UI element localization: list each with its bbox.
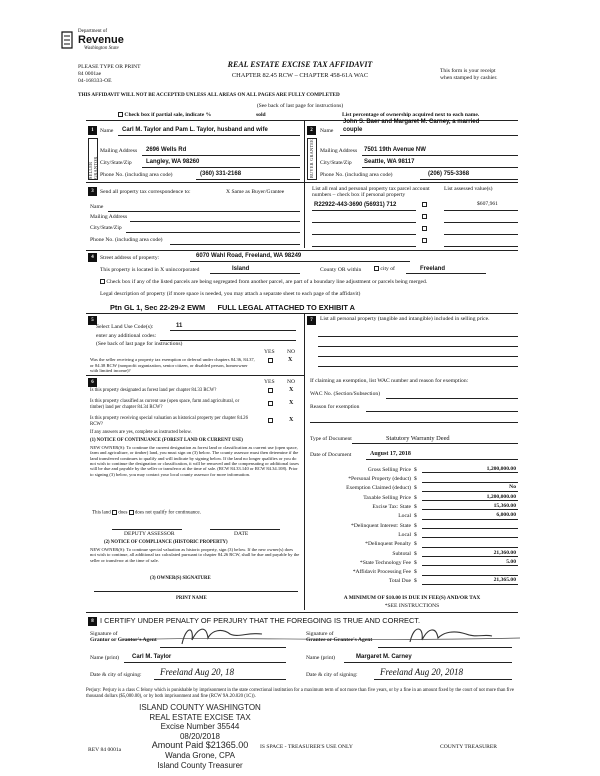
s5-see: (See back of last page for instructions): [96, 341, 183, 347]
seller-name[interactable]: Carl M. Taylor and Pam L. Taylor, husband and wife: [122, 127, 268, 133]
s5-yes: YES: [264, 349, 275, 355]
tax-row: [310, 557, 518, 566]
land-use-label: Select Land Use Code(s):: [96, 324, 154, 330]
tax-row-currency: $: [414, 578, 417, 585]
county-value[interactable]: Island: [232, 266, 250, 272]
revenue-logo: [60, 28, 160, 56]
seller-city[interactable]: Langley, WA 98260: [146, 159, 200, 165]
buyer-phone-label: Phone No. (including area code): [320, 172, 393, 178]
s3-phone-label: Phone No. (including area code): [90, 237, 163, 243]
tax-row-label: Excise Tax: State: [372, 504, 411, 511]
tax-row-currency: $: [414, 522, 417, 529]
s6-q1-no[interactable]: X: [289, 387, 294, 393]
doc-date-label: Date of Document: [310, 452, 352, 458]
tax-row-currency: $: [414, 485, 417, 492]
notice-2-title: (2) NOTICE OF COMPLIANCE (HISTORIC PROPERTY): [104, 540, 228, 545]
tax-row-value[interactable]: No: [422, 484, 518, 491]
tax-row-currency: $: [414, 559, 417, 566]
wac-label: WAC No. (Section/Subsection): [310, 391, 381, 397]
s6-q2-no[interactable]: X: [289, 400, 294, 406]
section-1-number: 1: [88, 126, 97, 135]
land-use-value[interactable]: 11: [176, 323, 183, 329]
warning-text: THIS AFFIDAVIT WILL NOT BE ACCEPTED UNLESS ALL AREAS ON ALL PAGES ARE FULLY COMPLETED: [78, 92, 340, 98]
tax-row: [310, 566, 518, 575]
parcels-header-2: numbers – check box if personal property: [312, 192, 406, 198]
grantee-name-label: Name (print): [306, 655, 336, 661]
tax-row-currency: $: [414, 504, 417, 511]
s5-yes-checkbox[interactable]: [268, 358, 273, 364]
buyer-side-label: BUYER GRANTEE: [307, 138, 317, 180]
tax-row-label: *State Technology Fee: [359, 559, 411, 566]
s5-no-answer[interactable]: X: [288, 357, 293, 363]
logo-dept3: Washington State: [84, 46, 119, 51]
buyer-name-1[interactable]: John S. Baer and Margaret M. Carney, a married: [343, 119, 480, 125]
notice-1-text: NEW OWNER(S): To continue the current designation as forest land or classification as current use (open space, farm and agriculture, or timber) land, you must sign on (3) below. The county assessor must then determine if the land transferred continues to qualify and will indicate by signing below. If the land no longer qualifies or you do not wish to continue the designation or classification, it will be removed and the compensating or additional taxes will be due and payable by the seller or transferor at the time of sale. (RCW 84.33.140 or RCW 84.34.108). Prior to signing (3) below, you may contact your local county assessor for more information.: [90, 445, 299, 477]
tax-row-label: Gross Selling Price: [367, 466, 411, 473]
buyer-name-2[interactable]: couple: [343, 127, 363, 133]
tax-row: [310, 464, 518, 473]
city-of-checkbox[interactable]: [374, 266, 379, 271]
certify-text: I CERTIFY UNDER PENALTY OF PERJURY THAT THE FOREGOING IS TRUE AND CORRECT.: [100, 616, 421, 625]
county-treasurer: COUNTY TREASURER: [440, 744, 498, 750]
stamp-line-3: Excise Number 35544: [160, 722, 240, 732]
grantor-name-label: Name (print): [90, 655, 120, 661]
doc-date-value[interactable]: August 17, 2018: [370, 451, 411, 457]
tax-row-currency: $: [414, 569, 417, 576]
sold-label: sold: [256, 112, 266, 118]
stamp-line-7: Island County Treasurer: [157, 760, 243, 770]
section-6-number: 6: [88, 378, 97, 387]
perjury-text: Perjury: Perjury is a class C felony which is punishable by imprisonment in the state correctional institution for a maximum term of not more than five years, or by a fine in an amount fixed by the court of not more than five thousand dollars ($5,000.00), or by both imprisonment and fine (RCW 9A.20.020 (1C)).: [86, 688, 515, 699]
buyer-city[interactable]: Seattle, WA 98117: [364, 159, 415, 165]
see-instructions-star: *SEE INSTRUCTIONS: [384, 603, 440, 609]
grantee-sig-label: Signature of Grantee or Grantee's Agent: [306, 631, 373, 644]
receipt-2: when stamped by cashier.: [440, 75, 498, 81]
section-2-number: 2: [307, 126, 316, 135]
deputy-assessor: DEPUTY ASSESSOR: [124, 531, 175, 537]
receipt-1: This form is your receipt: [440, 68, 496, 74]
buyer-mail[interactable]: 7501 19th Avenue NW: [364, 147, 426, 153]
grantee-date-label: Date & city of signing:: [306, 672, 358, 678]
parcel-checkbox-2[interactable]: [422, 214, 427, 220]
tax-row-currency: $: [414, 541, 417, 548]
seller-city-label: City/State/Zip: [100, 160, 132, 166]
grantee-date[interactable]: Freeland Aug 20, 2018: [380, 667, 463, 677]
tax-row-label: Local: [398, 513, 411, 520]
stamp-line-6: Wanda Grone, CPA: [165, 750, 235, 760]
buyer-mail-label: Mailing Address: [320, 148, 358, 154]
tax-row: [310, 492, 518, 501]
section-7-number: 7: [307, 316, 316, 325]
tax-row: [310, 501, 518, 510]
tax-row-label: Total Due: [388, 578, 411, 585]
tax-row-label: Subtotal: [392, 550, 411, 557]
tax-row-label: *Personal Property (deduct): [348, 476, 411, 483]
form-code-1: 84 0001ae: [78, 71, 102, 77]
s6-q1-yes[interactable]: [268, 388, 273, 394]
buyer-phone[interactable]: (206) 755-3368: [428, 171, 470, 177]
county-or: County OR within: [320, 267, 362, 273]
tax-row-value[interactable]: 1,200,000.00: [422, 466, 518, 473]
s6-yes: YES: [264, 379, 275, 385]
same-as-buyer[interactable]: X Same as Buyer/Grantee: [226, 189, 285, 195]
logo-dept2: Revenue: [78, 34, 124, 46]
tax-row-currency: $: [414, 476, 417, 483]
tax-row: [310, 548, 518, 557]
s6-q3-yes[interactable]: [268, 418, 273, 424]
assessed-value[interactable]: $607,961: [477, 201, 498, 207]
doc-type-value[interactable]: Statutory Warranty Deed: [386, 435, 450, 442]
s5-question: Was the seller receiving a property tax exemption or deferral under chapters 84.36, 84.37, or 84.38 RCW (nonprofit organization, senior citizen, or disabled person, homeowner with limited income)?: [90, 357, 255, 373]
tax-row-currency: $: [414, 466, 417, 473]
s6-no: NO: [287, 379, 296, 385]
seller-name-label: Name: [100, 128, 114, 134]
tax-row-label: *Affidavit Processing Fee: [352, 569, 411, 576]
segregated-text: Check box if any of the listed parcels are being segregated from another parcel, are part of a boundary line adjustment or parcels being merged.: [100, 279, 427, 285]
parcel-checkbox-1[interactable]: [422, 202, 427, 208]
tax-row-label: *Delinquent Interest: State: [351, 522, 411, 529]
tax-row-value[interactable]: 1,200,000.00: [422, 494, 518, 501]
parcels-header-1: List all real and personal property tax parcel account: [312, 186, 430, 192]
personal-property-label: List all personal property (tangible and intangible) included in selling price.: [320, 316, 490, 322]
grantor-name[interactable]: Carl M. Taylor: [132, 654, 172, 660]
form-code-2: 04-168333-OE: [78, 78, 112, 84]
signature-strike-line: [120, 636, 520, 656]
list-percentage: List percentage of ownership acquired next to each name.: [342, 112, 480, 118]
buyer-city-label: City/State/Zip: [320, 160, 352, 166]
partial-sale: Check box if partial sale, indicate %: [118, 112, 211, 118]
tax-row-value[interactable]: 21,360.00: [422, 550, 518, 557]
stamp-line-1: ISLAND COUNTY WASHINGTON: [139, 703, 261, 712]
treasurer-stamp: [110, 703, 290, 770]
s3-mail-label: Mailing Address: [90, 214, 128, 220]
tax-row: [310, 576, 518, 585]
notice-2-text: NEW OWNER(S): To continue special valuation as historic property, sign (3) below. If the new owner(s) does not wish to continue, all additional tax calculated pursuant to chapter 84.26 RCW, shall be due and payable by the seller or transferor at the time of sale.: [90, 547, 300, 563]
treasurer-use-only: IS SPACE - TREASURER'S USE ONLY: [260, 744, 353, 750]
form-title: REAL ESTATE EXCISE TAX AFFIDAVIT: [227, 60, 373, 69]
s6-q3: Is this property receiving special valuation as historical property per chapter 84.26 RCW?: [90, 416, 248, 427]
section-3-number: 3: [88, 187, 97, 196]
tax-row-currency: $: [414, 513, 417, 520]
city-value[interactable]: Freeland: [420, 266, 446, 272]
partial-sale-checkbox[interactable]: [118, 112, 123, 117]
parcel-checkbox-3[interactable]: [422, 226, 427, 232]
legal-desc-label: Legal description of property (if more space is needed, you may attach a separate sheet to each page of the affidavit): [100, 291, 361, 297]
parcel-checkbox-4[interactable]: [422, 238, 427, 244]
tax-row-label: Local: [398, 531, 411, 538]
seller-side-label: SELLER GRANTOR: [88, 138, 98, 180]
street-label: Street address of property:: [100, 255, 160, 261]
tax-row: [310, 520, 518, 529]
see-instructions: (See back of last page for instructions): [256, 103, 344, 109]
this-land: This land does does not qualify for continuance.: [92, 510, 201, 516]
exemption-label: If claiming an exemption, list WAC number and reason for exemption:: [310, 378, 469, 384]
doc-type-label: Type of Document: [310, 436, 352, 442]
seller-phone[interactable]: (360) 331-2168: [200, 171, 242, 177]
seller-mail[interactable]: 2696 Wells Rd: [146, 147, 187, 153]
does-checkbox[interactable]: [112, 510, 117, 515]
stamp-line-4: 08/20/2018: [179, 731, 221, 741]
s6-q3-no[interactable]: X: [289, 417, 294, 423]
tax-row-label: Exemption Claimed (deduct): [346, 485, 411, 492]
s6-q1: Is this property designated as forest land per chapter 84.33 RCW?: [90, 388, 217, 393]
tax-row-currency: $: [414, 494, 417, 501]
tax-row-value[interactable]: 21,365.00: [422, 577, 518, 584]
tax-row: [310, 483, 518, 492]
s6-q2: Is this property classified as current use (open space, farm and agricultural, or timber) land per chapter 84.34 RCW?: [90, 399, 240, 410]
tax-row-label: *Delinquent Penalty: [365, 541, 411, 548]
s3-name-label: Name: [90, 204, 104, 210]
deputy-date: DATE: [234, 531, 249, 537]
seller-phone-label: Phone No. (including area code): [100, 172, 173, 178]
segregated-checkbox[interactable]: [100, 279, 105, 284]
owner-signature: (3) OWNER(S) SIGNATURE: [150, 576, 211, 581]
minimum-due: A MINIMUM OF $10.00 IS DUE IN FEE(S) AND/OR TAX: [343, 595, 481, 601]
tax-table: [310, 464, 518, 585]
section-4-number: 4: [88, 253, 97, 262]
buyer-name-label: Name: [320, 128, 334, 134]
additional-codes: enter any additional codes:: [96, 333, 157, 339]
street-address[interactable]: 6070 Wahl Road, Freeland, WA 98249: [196, 253, 302, 259]
located-text: This property is located in X unincorporated: [100, 267, 200, 273]
stamp-line-5: Amount Paid $21365.00: [151, 740, 249, 751]
grantee-name[interactable]: Margaret M. Carney: [356, 654, 412, 660]
city-of: city of: [374, 266, 395, 272]
grantor-sig-label: Signature of Grantor or Grantor's Agent: [90, 631, 157, 644]
send-correspondence: Send all property tax correspondence to:: [100, 189, 191, 195]
tax-row: [310, 529, 518, 538]
rev-code: REV 84 0001a: [88, 747, 122, 753]
tax-row: [310, 510, 518, 519]
s3-city-label: City/State/Zip: [90, 225, 122, 231]
tax-row-value[interactable]: 6,000.00: [422, 512, 518, 519]
assessed-header: List assessed value(s): [444, 186, 493, 192]
tax-row-value[interactable]: 15,360.00: [422, 503, 518, 510]
please-type: PLEASE TYPE OR PRINT: [78, 64, 141, 70]
s6-ifany: If any answers are yes, complete as instructed below.: [90, 430, 192, 435]
print-name: PRINT NAME: [176, 596, 207, 601]
parcel-number[interactable]: R22922-443-3690 (56931) 712: [314, 202, 397, 208]
section-5-number: 5: [88, 316, 97, 325]
section-8-number: 8: [88, 617, 97, 626]
revenue-logo-icon: [60, 30, 74, 50]
logo-dept1: Department of: [78, 29, 108, 34]
seller-mail-label: Mailing Address: [100, 148, 138, 154]
grantor-date[interactable]: Freeland Aug 20, 18: [160, 667, 234, 677]
tax-row-currency: $: [414, 531, 417, 538]
s6-q2-yes[interactable]: [268, 401, 273, 407]
tax-row-value[interactable]: 5.00: [422, 559, 518, 566]
form-chapter: CHAPTER 82.45 RCW – CHAPTER 458-61A WAC: [231, 72, 369, 79]
legal-desc-value[interactable]: Ptn GL 1, Sec 22-29-2 EWM FULL LEGAL ATTACHED TO EXHIBIT A: [110, 303, 356, 312]
grantor-date-label: Date & city of signing:: [90, 672, 142, 678]
tax-row: [310, 538, 518, 547]
s5-no: NO: [287, 349, 296, 355]
tax-row: [310, 473, 518, 482]
does-not-checkbox[interactable]: [129, 510, 134, 515]
reason-label: Reason for exemption: [310, 404, 360, 410]
tax-row-label: Taxable Selling Price: [363, 494, 411, 501]
notice-1-title: (1) NOTICE OF CONTINUANCE (FOREST LAND OR CURRENT USE): [90, 438, 243, 443]
tax-row-currency: $: [414, 550, 417, 557]
stamp-line-2: REAL ESTATE EXCISE TAX: [149, 712, 251, 722]
